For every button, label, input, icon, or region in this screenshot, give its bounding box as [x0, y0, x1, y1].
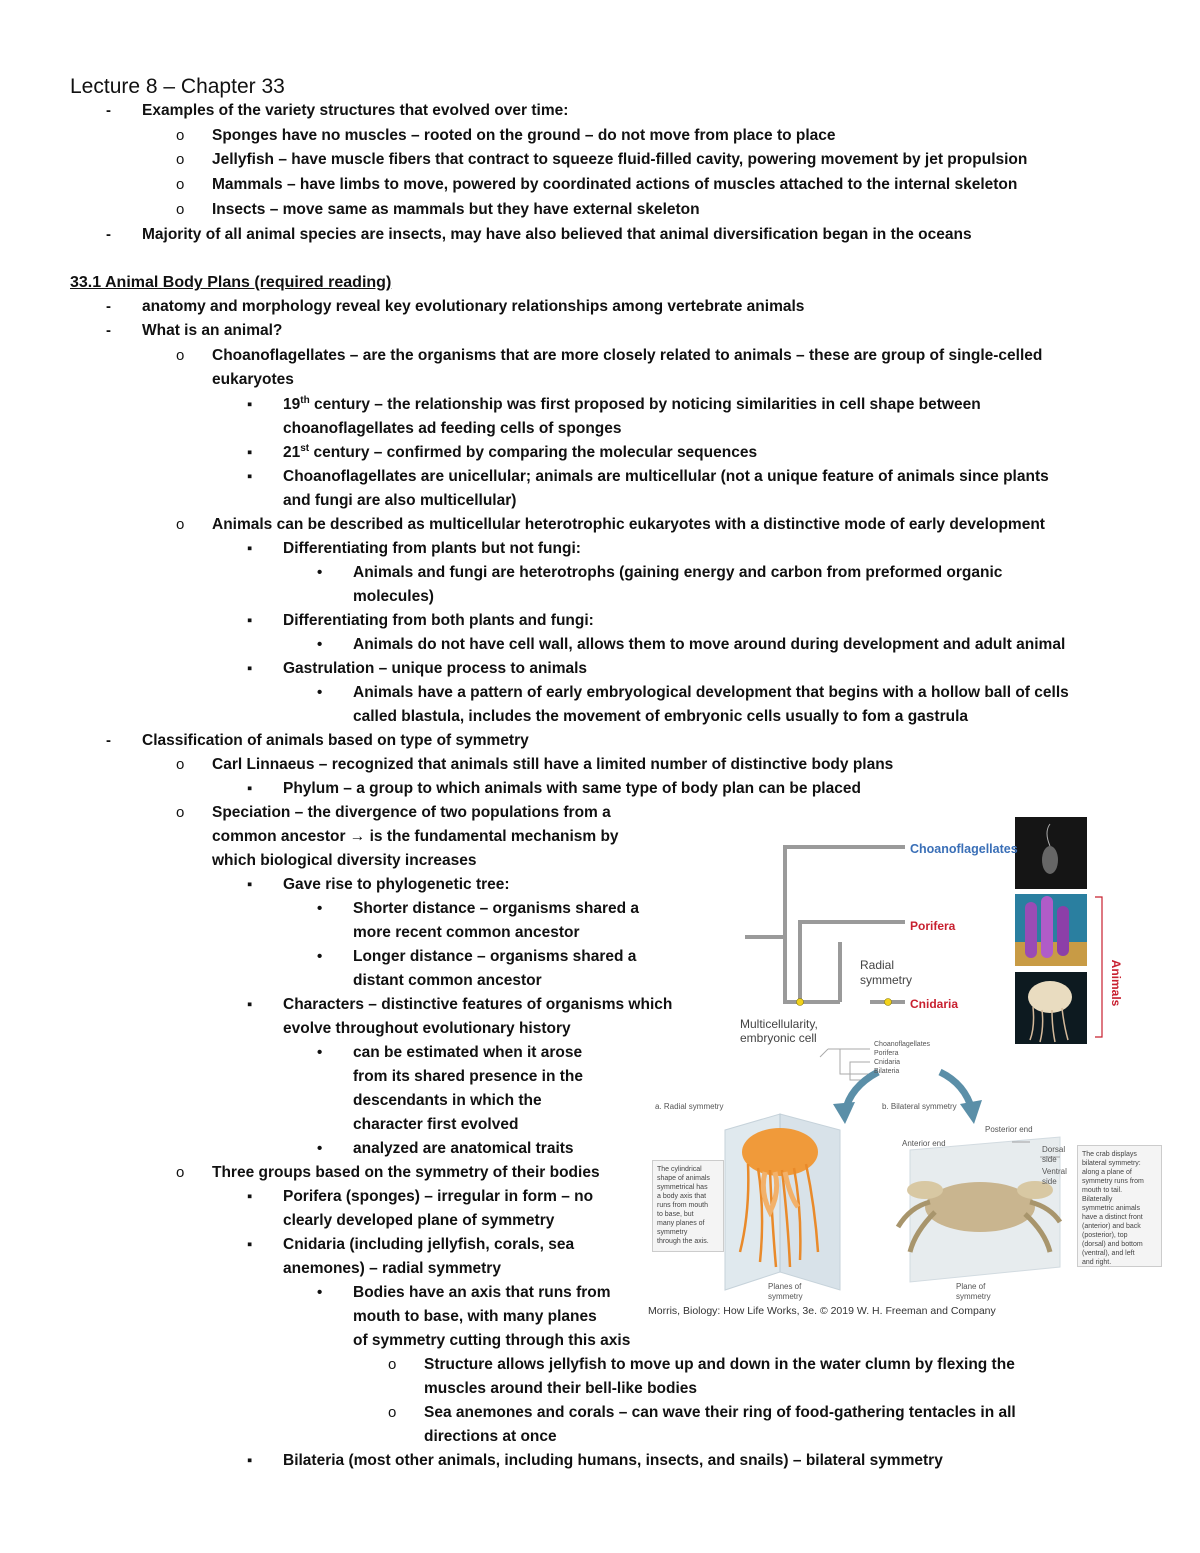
- label-choanoflagellates: Choanoflagellates: [910, 842, 1018, 856]
- square-marker: ▪: [247, 660, 253, 677]
- dot-marker: •: [317, 1140, 323, 1157]
- choano-line-b: eukaryotes: [212, 371, 294, 388]
- dash-marker: -: [106, 298, 111, 315]
- o-marker: o: [176, 804, 185, 821]
- o-marker: o: [388, 1404, 397, 1421]
- estimated-line-b: from its shared presence in the: [353, 1068, 583, 1085]
- page-title: Lecture 8 – Chapter 33: [70, 75, 285, 98]
- label-multicellularity: Multicellularity, embryonic cell: [740, 1017, 818, 1045]
- estimated-line-a: can be estimated when it arose: [353, 1044, 583, 1061]
- anemone-line-a: Sea anemones and corals – can wave their ring of food-gathering tentacles in all: [424, 1404, 1016, 1421]
- multicellularity-node: [797, 999, 804, 1006]
- gastrulation-heading: Gastrulation – unique process to animals: [283, 660, 588, 677]
- figure-credit: Morris, Biology: How Life Works, 3e. © 2019 W. H. Freeman and Company: [648, 1305, 996, 1317]
- section-bullet-2: What is an animal?: [142, 322, 283, 339]
- square-marker: ▪: [247, 1236, 253, 1253]
- square-marker: ▪: [247, 1188, 253, 1205]
- o-marker: o: [176, 756, 185, 773]
- o-marker: o: [176, 1164, 185, 1181]
- intro-bullet-1: Examples of the variety structures that evolved over time:: [142, 102, 569, 119]
- diff-plants-line-a: Animals and fungi are heterotrophs (gaining energy and carbon from preformed organic: [353, 564, 1003, 581]
- animal-description: Animals can be described as multicellular heterotrophic eukaryotes with a distinctive mode of early development: [212, 516, 1045, 533]
- square-marker: ▪: [247, 540, 253, 557]
- porifera-line-b: clearly developed plane of symmetry: [283, 1212, 555, 1229]
- dash-marker: -: [106, 732, 111, 749]
- label-anterior: Anterior end: [902, 1139, 946, 1148]
- intro-sub-3: Mammals – have limbs to move, powered by coordinated actions of muscles attached to the internal skeleton: [212, 176, 1018, 193]
- label-cnidaria: Cnidaria: [910, 997, 959, 1011]
- label-animals-wrap: [1110, 932, 1124, 1032]
- longer-line-b: distant common ancestor: [353, 972, 542, 989]
- o-marker: o: [176, 347, 185, 364]
- o-marker: o: [176, 151, 185, 168]
- dot-marker: •: [317, 684, 323, 701]
- dot-marker: •: [317, 948, 323, 965]
- intro-sub-4: Insects – move same as mammals but they have external skeleton: [212, 201, 700, 218]
- dash-marker: -: [106, 102, 111, 119]
- label-planes-radial: Planes of symmetry: [768, 1282, 803, 1301]
- dot-marker: •: [317, 1284, 323, 1301]
- speciation-line-a: Speciation – the divergence of two populations from a: [212, 804, 611, 821]
- o-marker: o: [176, 201, 185, 218]
- gastrulation-line-a: Animals have a pattern of early embryological development that begins with a hollow ball of cells: [353, 684, 1069, 701]
- dot-marker: •: [317, 564, 323, 581]
- square-marker: ▪: [247, 396, 253, 413]
- diff-both-heading: Differentiating from both plants and fungi:: [283, 612, 594, 629]
- jellyfish-line-b: muscles around their bell-like bodies: [424, 1380, 698, 1397]
- three-groups-line: Three groups based on the symmetry of their bodies: [212, 1164, 600, 1181]
- label-dorsal: Dorsal side: [1042, 1145, 1066, 1164]
- gastrulation-line-b: called blastula, includes the movement of embryonic cells usually to fom a gastrula: [353, 708, 969, 725]
- mini-tree-labels: Choanoflagellates Porifera Cnidaria Bilateria: [874, 1041, 931, 1075]
- bilateral-note-box: The crab displays bilateral symmetry: along a plane of symmetry runs from mouth to tail. Bilaterally symmetric animals have a distinct front (anterior) and back (posterior), top (dorsal) and bottom (ventral), and left and right.: [1077, 1145, 1162, 1267]
- mini-tree: [820, 1049, 870, 1080]
- shorter-line-b: more recent common ancestor: [353, 924, 580, 941]
- cnidaria-line-a: Cnidaria (including jellyfish, corals, sea: [283, 1236, 575, 1253]
- intro-bullet-2: Majority of all animal species are insects, may have also believed that animal diversification began in the oceans: [142, 226, 972, 243]
- shorter-line-a: Shorter distance – organisms shared a: [353, 900, 639, 917]
- label-radial-symmetry: Radial symmetry: [860, 958, 912, 987]
- section-heading: 33.1 Animal Body Plans (required reading): [70, 274, 392, 291]
- estimated-line-c: descendants in which the: [353, 1092, 542, 1109]
- section-bullet-1: anatomy and morphology reveal key evolutionary relationships among vertebrate animals: [142, 298, 805, 315]
- speciation-line-c: which biological diversity increases: [212, 852, 477, 869]
- estimated-line-d: character first evolved: [353, 1116, 519, 1133]
- diff-plants-heading: Differentiating from plants but not fungi:: [283, 540, 581, 557]
- jellyfish-line-a: Structure allows jellyfish to move up and down in the water clumn by flexing the: [424, 1356, 1015, 1373]
- dot-marker: •: [317, 636, 323, 653]
- o-marker: o: [176, 516, 185, 533]
- intro-sub-2: Jellyfish – have muscle fibers that contract to squeeze fluid-filled cavity, powering movement by jet propulsion: [212, 151, 1028, 168]
- dot-marker: •: [317, 900, 323, 917]
- square-marker: ▪: [247, 996, 253, 1013]
- animals-bracket: [1095, 897, 1102, 1037]
- label-radial-panel: a. Radial symmetry: [655, 1102, 724, 1111]
- diff-plants-line-b: molecules): [353, 588, 434, 605]
- diff-both-line: Animals do not have cell wall, allows them to move around during development and adult animal: [353, 636, 1066, 653]
- linnaeus-line: Carl Linnaeus – recognized that animals still have a limited number of distinctive body plans: [212, 756, 894, 773]
- label-animals: Animals: [1109, 959, 1123, 1007]
- century-19-line-b: choanoflagellates ad feeding cells of sponges: [283, 420, 622, 437]
- square-marker: ▪: [247, 468, 253, 485]
- square-marker: ▪: [247, 780, 253, 797]
- o-marker: o: [388, 1356, 397, 1373]
- label-bilateral-panel: b. Bilateral symmetry: [882, 1102, 957, 1111]
- section-bullet-3: Classification of animals based on type of symmetry: [142, 732, 529, 749]
- dot-marker: •: [317, 1044, 323, 1061]
- axis-line-a: Bodies have an axis that runs from: [353, 1284, 611, 1301]
- unicellular-line-b: and fungi are also multicellular): [283, 492, 517, 509]
- radial-note-box: The cylindrical shape of animals symmetrical has a body axis that runs from mouth to base, but many planes of symmetry through the axis.: [652, 1160, 724, 1252]
- axis-line-b: mouth to base, with many planes: [353, 1308, 597, 1325]
- square-marker: ▪: [247, 1452, 253, 1469]
- crab-illustration: [898, 1137, 1060, 1282]
- choano-line-a: Choanoflagellates – are the organisms that are more closely related to animals – these are group of single-celled: [212, 347, 1043, 364]
- label-ventral: Ventral side: [1042, 1167, 1067, 1186]
- anemone-line-b: directions at once: [424, 1428, 557, 1445]
- characters-line-a: Characters – distinctive features of organisms which: [283, 996, 673, 1013]
- label-porifera: Porifera: [910, 919, 956, 933]
- bilateria-line: Bilateria (most other animals, including humans, insects, and snails) – bilateral symmetry: [283, 1452, 943, 1469]
- century-19-line-a: 19th century – the relationship was first proposed by noticing similarities in cell shape between: [283, 394, 981, 413]
- characters-line-b: evolve throughout evolutionary history: [283, 1020, 571, 1037]
- jellyfish-illustration: [725, 1114, 840, 1290]
- radial-node: [885, 999, 892, 1006]
- phylo-tree-line: Gave rise to phylogenetic tree:: [283, 876, 510, 893]
- label-posterior: Posterior end: [985, 1125, 1033, 1134]
- longer-line-a: Longer distance – organisms shared a: [353, 948, 637, 965]
- axis-line-c: of symmetry cutting through this axis: [353, 1332, 631, 1349]
- anatomical-line: analyzed are anatomical traits: [353, 1140, 574, 1157]
- dash-marker: -: [106, 226, 111, 243]
- square-marker: ▪: [247, 612, 253, 629]
- unicellular-line-a: Choanoflagellates are unicellular; animals are multicellular (not a unique feature of animals since plants: [283, 468, 1049, 485]
- square-marker: ▪: [247, 876, 253, 893]
- o-marker: o: [176, 127, 185, 144]
- label-plane-bilateral: Plane of symmetry: [956, 1282, 991, 1301]
- o-marker: o: [176, 176, 185, 193]
- porifera-line-a: Porifera (sponges) – irregular in form – no: [283, 1188, 594, 1205]
- phylogeny-figure: [640, 812, 1180, 1322]
- cnidaria-line-b: anemones) – radial symmetry: [283, 1260, 501, 1277]
- speciation-line-b: common ancestor → is the fundamental mechanism by: [212, 828, 619, 845]
- dash-marker: -: [106, 322, 111, 339]
- intro-sub-1: Sponges have no muscles – rooted on the ground – do not move from place to place: [212, 127, 836, 144]
- square-marker: ▪: [247, 444, 253, 461]
- phylum-line: Phylum – a group to which animals with same type of body plan can be placed: [283, 780, 861, 797]
- century-21-line: 21st century – confirmed by comparing the molecular sequences: [283, 442, 758, 461]
